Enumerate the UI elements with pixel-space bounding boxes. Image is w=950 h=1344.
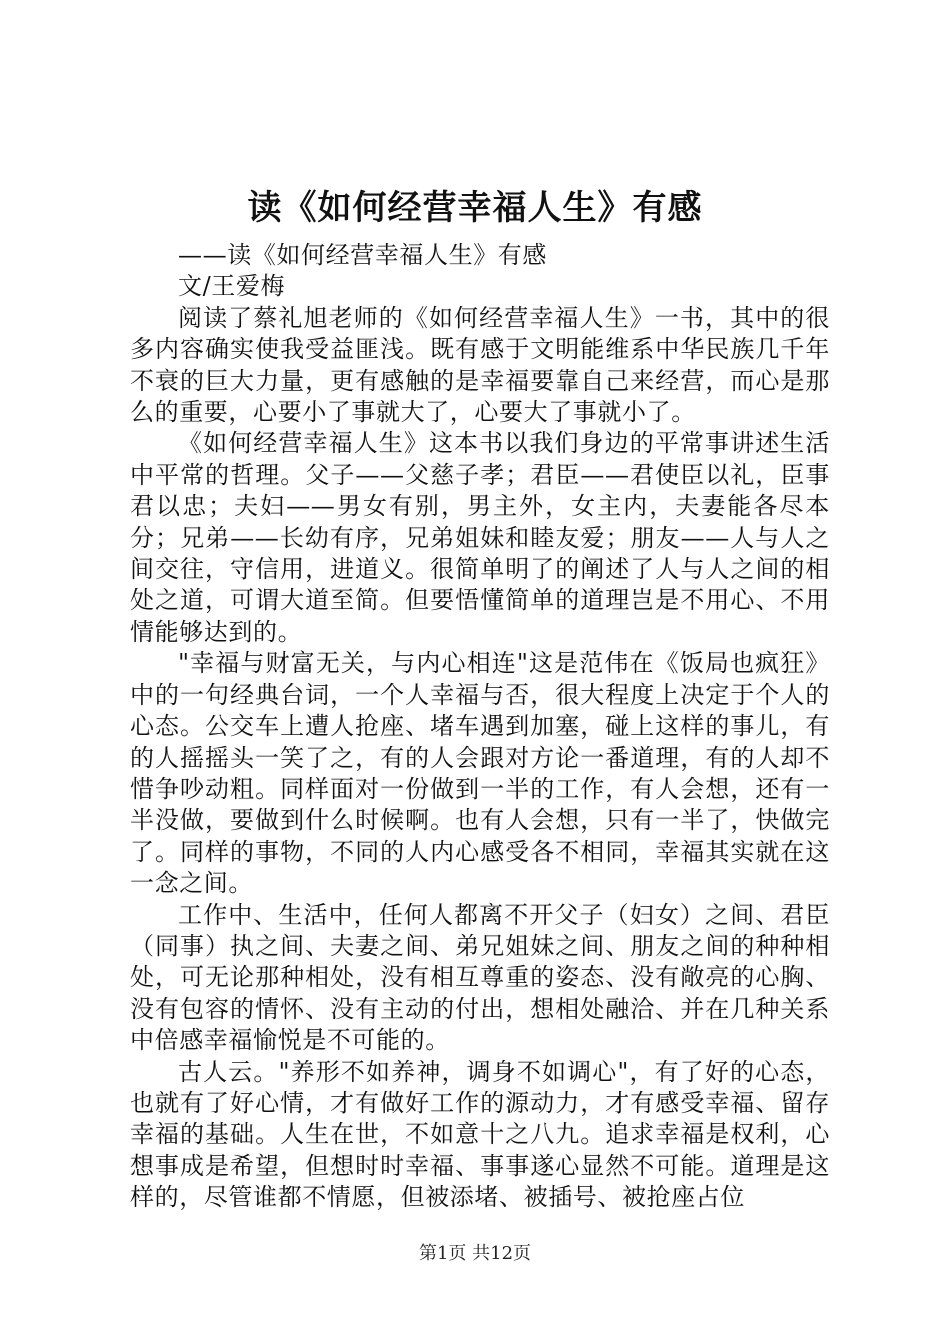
page-number-footer: 第1页 共12页 — [418, 1243, 532, 1264]
paragraph: 《如何经营幸福人生》这本书以我们身边的平常事讲述生活中平常的哲理。父子——父慈子孝；君臣——君使臣以礼，臣事君以忠；夫妇——男女有别，男主外，女主内，夫妻能各尽本分；兄弟——长幼有序，兄弟姐妹和睦友爱；朋友——人与人之间交往，守信用，进道义。很简单明了的阐述了人与人之间的相处之道，可谓大道至简。但要悟懂简单的道理岂是不用心、不用情能够达到的。 — [130, 429, 830, 646]
document-body — [130, 240, 830, 1214]
subtitle: ——读《如何经营幸福人生》有感 — [178, 241, 547, 269]
paragraph: 阅读了蔡礼旭老师的《如何经营幸福人生》一书，其中的很多内容确实使我受益匪浅。既有感于文明能维系中华民族几千年不衰的巨大力量，更有感触的是幸福要靠自己来经营，而心是那么的重要，心要小了事就大了，心要大了事就小了。 — [130, 303, 830, 427]
document-title: 读《如何经营幸福人生》有感 — [247, 188, 703, 228]
paragraph: 古人云。"养形不如养神，调身不如调心"，有了好的心态，也就有了好心情，才有做好工作的源动力，才有感受幸福、留存幸福的基础。人生在世，不如意十之八九。追求幸福是权利，心想事成是希望，但想时时幸福、事事遂心显然不可能。道理是这样的，尽管谁都不情愿，但被添堵、被插号、被抢座占位 — [130, 1057, 830, 1212]
author-line: 文/王爱梅 — [178, 272, 286, 301]
paragraph: 工作中、生活中，任何人都离不开父子（妇女）之间、君臣（同事）执之间、夫妻之间、弟兄姐妹之间、朋友之间的种种相处，可无论那种相处，没有相互尊重的姿态、没有敞亮的心胸、没有包容的情怀、没有主动的付出，想相处融洽、并在几种关系中倍感幸福愉悦是不可能的。 — [130, 900, 830, 1055]
paragraph: "幸福与财富无关，与内心相连"这是范伟在《饭局也疯狂》中的一句经典台词，一个人幸福与否，很大程度上决定于个人的心态。公交车上遭人抢座、堵车遇到加塞，碰上这样的事儿，有的人摇摇头一笑了之，有的人会跟对方论一番道理，有的人却不惜争吵动粗。同样面对一份做到一半的工作，有人会想，还有一半没做，要做到什么时候啊。也有人会想，只有一半了，快做完了。同样的事物，不同的人内心感受各不相同，幸福其实就在这一念之间。 — [130, 649, 830, 898]
